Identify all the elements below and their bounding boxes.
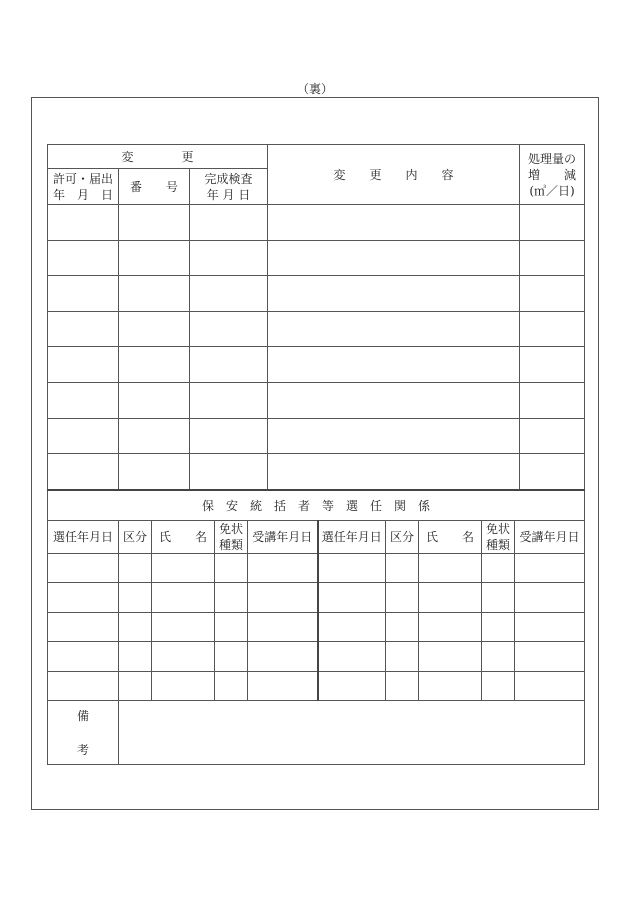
left-license-type-cell[interactable]	[215, 583, 248, 613]
right-license-type-cell[interactable]	[482, 553, 515, 583]
number-cell[interactable]	[119, 382, 190, 418]
left-appoint-date-cell[interactable]	[48, 642, 119, 672]
right-category-cell[interactable]	[386, 612, 419, 642]
remarks-field[interactable]	[119, 701, 585, 765]
change-row	[48, 276, 585, 312]
appointment-rows	[48, 553, 585, 701]
appointment-row	[48, 642, 585, 672]
number-header: 番 号	[119, 169, 190, 205]
right-training-date-cell[interactable]	[515, 583, 585, 613]
permit-date-cell[interactable]	[48, 205, 119, 241]
capacity-header-line1: 処理量の	[528, 151, 577, 166]
right-name-cell[interactable]	[419, 642, 482, 672]
remarks-label-line2: 考	[76, 742, 89, 757]
capacity-change-cell[interactable]	[520, 240, 585, 276]
inspection-date-cell[interactable]	[190, 276, 268, 312]
capacity-change-cell[interactable]	[520, 418, 585, 454]
left-license-type-cell[interactable]	[215, 612, 248, 642]
left-name-cell[interactable]	[152, 671, 215, 701]
right-appoint-date-cell[interactable]	[318, 583, 386, 613]
license-header-line1: 免状	[485, 521, 510, 536]
change-row	[48, 418, 585, 454]
capacity-change-cell[interactable]	[520, 205, 585, 241]
left-category-header: 区分	[119, 520, 152, 553]
change-content-cell[interactable]	[268, 418, 520, 454]
inspection-date-cell[interactable]	[190, 240, 268, 276]
remarks-label-line1: 備	[76, 708, 89, 723]
right-training-date-cell[interactable]	[515, 612, 585, 642]
change-row	[48, 240, 585, 276]
left-category-cell[interactable]	[119, 612, 152, 642]
appointment-row	[48, 612, 585, 642]
left-training-date-cell[interactable]	[248, 612, 318, 642]
change-history-table	[47, 144, 585, 490]
left-name-cell[interactable]	[152, 553, 215, 583]
right-license-type-cell[interactable]	[482, 583, 515, 613]
left-license-type-cell[interactable]	[215, 553, 248, 583]
inspection-date-cell[interactable]	[190, 382, 268, 418]
capacity-change-header	[520, 145, 585, 205]
left-category-cell[interactable]	[119, 553, 152, 583]
right-name-cell[interactable]	[419, 671, 482, 701]
permit-date-cell[interactable]	[48, 311, 119, 347]
permit-date-cell[interactable]	[48, 418, 119, 454]
change-content-cell[interactable]	[268, 205, 520, 241]
right-category-cell[interactable]	[386, 553, 419, 583]
license-header-line1: 免状	[218, 521, 243, 536]
right-name-header: 氏 名	[419, 520, 482, 553]
inspection-date-header-line2: 年 月 日	[206, 187, 251, 202]
left-category-cell[interactable]	[119, 583, 152, 613]
change-content-cell[interactable]	[268, 311, 520, 347]
left-training-date-cell[interactable]	[248, 553, 318, 583]
right-name-cell[interactable]	[419, 612, 482, 642]
left-name-header: 氏 名	[152, 520, 215, 553]
left-appoint-date-cell[interactable]	[48, 583, 119, 613]
permit-date-cell[interactable]	[48, 347, 119, 383]
change-group-header: 変 更	[48, 145, 268, 169]
right-license-type-cell[interactable]	[482, 671, 515, 701]
right-appoint-date-cell[interactable]	[318, 642, 386, 672]
remarks-label	[48, 701, 119, 765]
left-name-cell[interactable]	[152, 612, 215, 642]
right-license-type-cell[interactable]	[482, 612, 515, 642]
number-cell[interactable]	[119, 347, 190, 383]
left-license-type-cell[interactable]	[215, 671, 248, 701]
change-row	[48, 382, 585, 418]
right-appoint-date-cell[interactable]	[318, 553, 386, 583]
left-appoint-date-cell[interactable]	[48, 612, 119, 642]
number-cell[interactable]	[119, 276, 190, 312]
appointment-table	[47, 489, 585, 765]
right-appoint-date-header: 選任年月日	[318, 520, 386, 553]
right-category-cell[interactable]	[386, 642, 419, 672]
left-category-cell[interactable]	[119, 671, 152, 701]
left-appoint-date-header: 選任年月日	[48, 520, 119, 553]
right-appoint-date-cell[interactable]	[318, 612, 386, 642]
inspection-date-cell[interactable]	[190, 454, 268, 490]
right-license-type-header	[482, 520, 515, 553]
capacity-header-line3: (㎥／日)	[529, 183, 575, 198]
left-appoint-date-cell[interactable]	[48, 671, 119, 701]
license-header-line2: 種類	[218, 537, 243, 552]
left-name-cell[interactable]	[152, 583, 215, 613]
right-name-cell[interactable]	[419, 583, 482, 613]
back-side-label: （裏）	[296, 82, 333, 96]
change-row	[48, 454, 585, 490]
capacity-change-cell[interactable]	[520, 454, 585, 490]
left-appoint-date-cell[interactable]	[48, 553, 119, 583]
change-row	[48, 205, 585, 241]
left-license-type-header	[215, 520, 248, 553]
left-training-date-cell[interactable]	[248, 671, 318, 701]
permit-date-header	[48, 169, 119, 205]
right-training-date-cell[interactable]	[515, 671, 585, 701]
capacity-header-line2: 増 減	[528, 167, 577, 182]
permit-date-header-line2: 年 月 日	[52, 187, 113, 202]
change-content-cell[interactable]	[268, 276, 520, 312]
permit-date-header-line1: 許可・届出	[52, 171, 113, 186]
inspection-date-cell[interactable]	[190, 347, 268, 383]
right-license-type-cell[interactable]	[482, 642, 515, 672]
number-cell[interactable]	[119, 418, 190, 454]
left-name-cell[interactable]	[152, 642, 215, 672]
permit-date-cell[interactable]	[48, 240, 119, 276]
left-category-cell[interactable]	[119, 642, 152, 672]
change-content-cell[interactable]	[268, 454, 520, 490]
appointment-title: 保 安 統 括 者 等 選 任 関 係	[48, 490, 585, 520]
number-cell[interactable]	[119, 311, 190, 347]
number-cell[interactable]	[119, 205, 190, 241]
right-name-cell[interactable]	[419, 553, 482, 583]
change-rows	[48, 205, 585, 490]
change-row	[48, 347, 585, 383]
change-content-cell[interactable]	[268, 240, 520, 276]
permit-date-cell[interactable]	[48, 454, 119, 490]
right-appoint-date-cell[interactable]	[318, 671, 386, 701]
inspection-date-header	[190, 169, 268, 205]
inspection-date-cell[interactable]	[190, 205, 268, 241]
capacity-change-cell[interactable]	[520, 347, 585, 383]
permit-date-cell[interactable]	[48, 276, 119, 312]
change-row	[48, 311, 585, 347]
capacity-change-cell[interactable]	[520, 382, 585, 418]
permit-date-cell[interactable]	[48, 382, 119, 418]
number-cell[interactable]	[119, 454, 190, 490]
left-training-date-header: 受講年月日	[248, 520, 318, 553]
license-header-line2: 種類	[485, 537, 510, 552]
number-cell[interactable]	[119, 240, 190, 276]
right-category-cell[interactable]	[386, 671, 419, 701]
inspection-date-cell[interactable]	[190, 311, 268, 347]
left-training-date-cell[interactable]	[248, 583, 318, 613]
appointment-row	[48, 583, 585, 613]
capacity-change-cell[interactable]	[520, 276, 585, 312]
left-training-date-cell[interactable]	[248, 642, 318, 672]
right-training-date-cell[interactable]	[515, 642, 585, 672]
right-training-date-header: 受講年月日	[515, 520, 585, 553]
right-category-header: 区分	[386, 520, 419, 553]
inspection-date-cell[interactable]	[190, 418, 268, 454]
capacity-change-cell[interactable]	[520, 311, 585, 347]
change-content-cell[interactable]	[268, 382, 520, 418]
inspection-date-header-line1: 完成検査	[204, 171, 253, 186]
right-category-cell[interactable]	[386, 583, 419, 613]
left-license-type-cell[interactable]	[215, 642, 248, 672]
appointment-row	[48, 671, 585, 701]
appointment-row	[48, 553, 585, 583]
appointment-header-row	[48, 520, 585, 553]
change-content-cell[interactable]	[268, 347, 520, 383]
change-content-header: 変 更 内 容	[268, 145, 520, 205]
right-training-date-cell[interactable]	[515, 553, 585, 583]
